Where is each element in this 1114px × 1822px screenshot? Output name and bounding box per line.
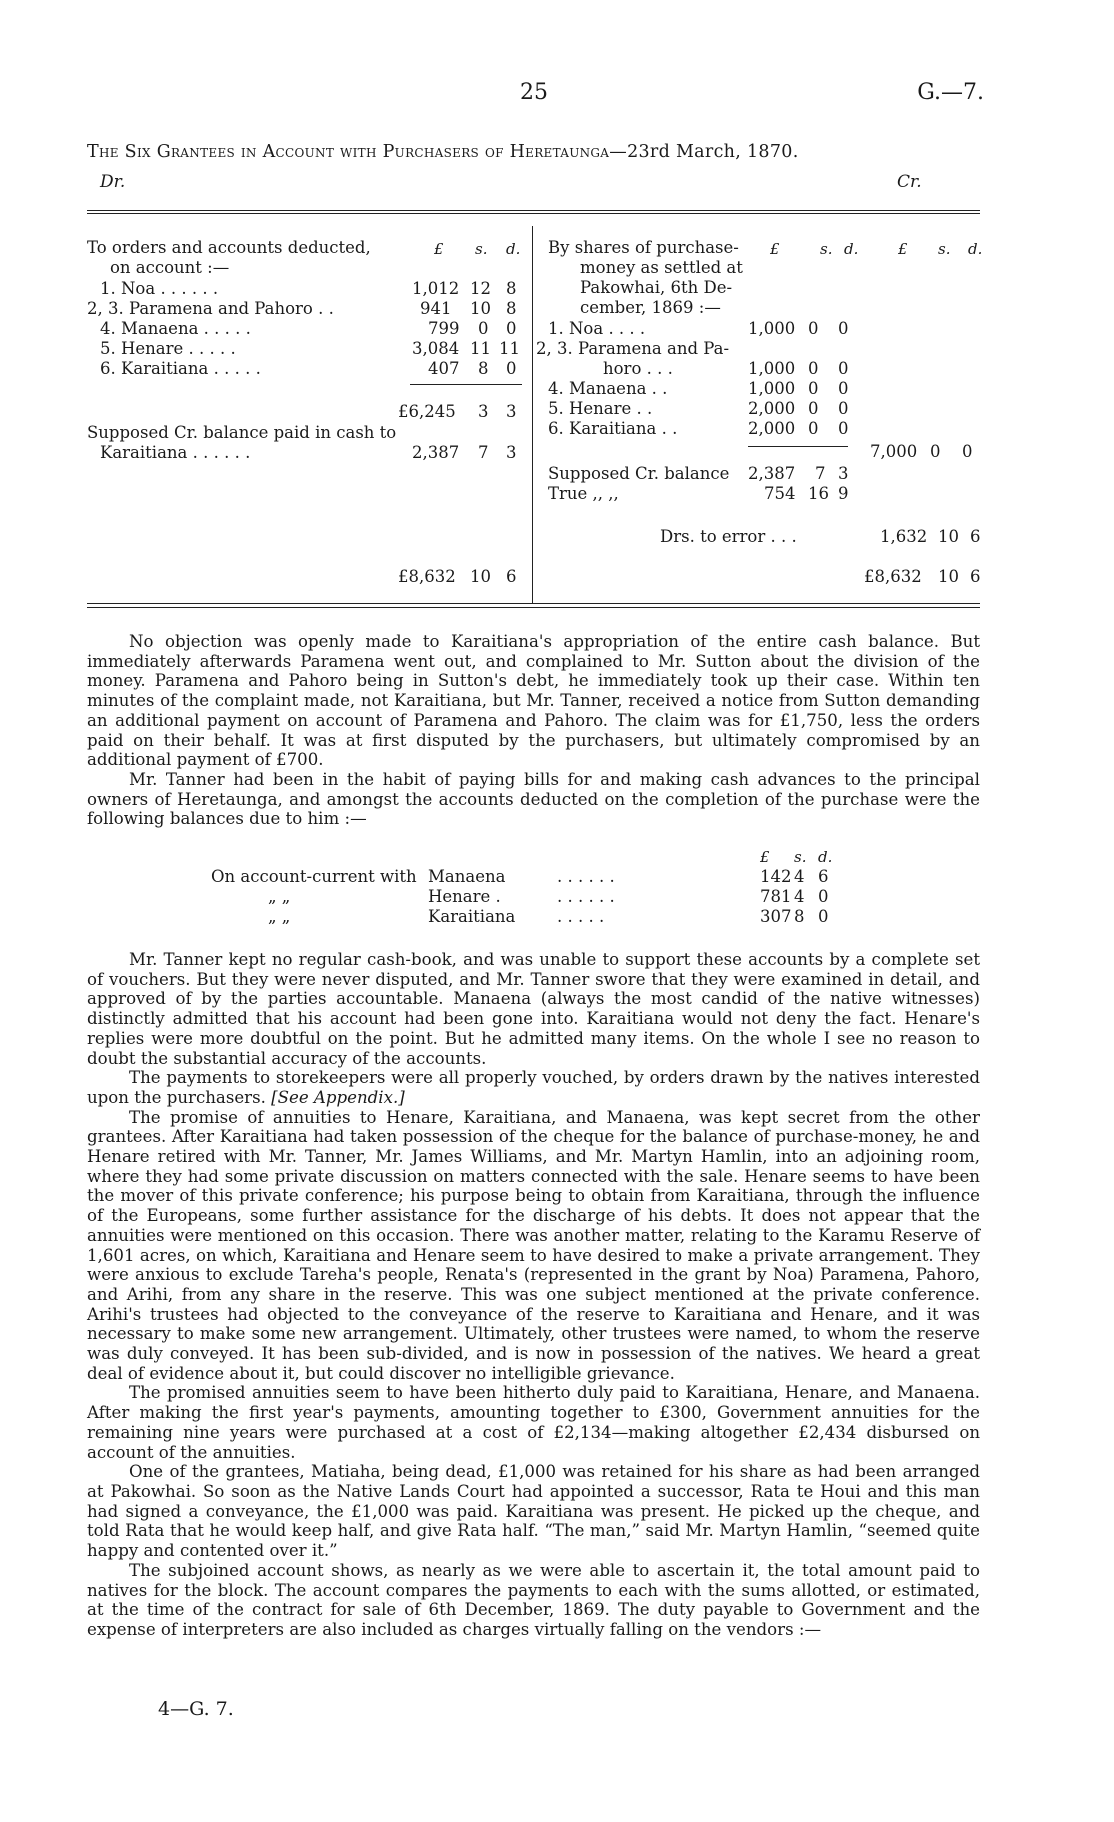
balances-row-pounds: 142 [760, 867, 792, 886]
debit-supposed-line1: Supposed Cr. balance paid in cash to [87, 423, 397, 442]
balances-row-dots: . . . . . . [557, 887, 615, 906]
page-number: 25 [520, 80, 548, 105]
credit-shilling-header: s. [820, 240, 833, 258]
credit-row-pence: 0 [838, 379, 849, 398]
credit-row-shillings: 0 [808, 379, 819, 398]
balances-row-label-b: Henare . [428, 887, 501, 906]
credit-supposed-label: Supposed Cr. balance [548, 464, 730, 483]
credit-total-pence: 6 [970, 567, 981, 586]
document-reference: G.—7. [917, 80, 984, 105]
debit-shilling-header: s. [475, 240, 488, 258]
account-title-date: —23rd March, 1870. [609, 142, 799, 162]
debit-supposed-shillings: 7 [478, 443, 489, 462]
debit-row-shillings: 11 [470, 339, 491, 358]
debit-label: Dr. [100, 172, 126, 192]
printer-signature: 4—G. 7. [158, 1698, 234, 1720]
credit-row-pence: 0 [838, 399, 849, 418]
balances-row-shillings: 4 [794, 887, 805, 906]
credit-true-shillings: 16 [808, 484, 829, 503]
paragraph: One of the grantees, Matiaha, being dead, £1,000 was retained for his share as had been arranged at Pakowhai. So soon as the Native Lands Court had appointed a successor, Rata te Houi and this man had signed a conveyance, the £1,000 was paid. Karaitiana was present. He picked up the cheque, and told Rata that he would keep half, and give Rata half. “The man,” said Mr. Martyn Hamlin, “seemed quite happy and contented over it.” [87, 1462, 980, 1561]
debit-row-pence: 8 [506, 279, 517, 298]
credit-row-pounds: 1,000 [748, 359, 796, 378]
balances-row-label-b: Karaitiana [428, 907, 516, 926]
see-appendix-note: [See Appendix.] [271, 1087, 405, 1107]
debit-row-label: 2, 3. Paramena and Pahoro . . [87, 299, 334, 318]
debit-subtotal-shillings: 3 [478, 402, 489, 421]
balances-row-pence: 0 [818, 887, 829, 906]
credit-pound-header: £ [770, 240, 780, 258]
credit-shares-total-pence: 0 [962, 442, 973, 461]
debit-row-pence: 8 [506, 299, 517, 318]
balances-row-label-b: Manaena [428, 867, 506, 886]
debit-row-label: 6. Karaitiana . . . . . [100, 359, 261, 378]
credit-shilling-header-2: s. [938, 240, 951, 258]
credit-error-pence: 6 [970, 527, 981, 546]
balances-row-shillings: 4 [794, 867, 805, 886]
credit-row-label: 1. Noa . . . . [548, 319, 646, 338]
ledger-top-rule [87, 210, 980, 211]
credit-row-pence: 0 [838, 319, 849, 338]
credit-pence-header: d. [844, 240, 859, 258]
body-text-top [87, 632, 980, 829]
debit-row-pounds: 407 [428, 359, 460, 378]
credit-row-pounds: 1,000 [748, 379, 796, 398]
balances-row-label-a: „ „ [268, 907, 291, 926]
credit-row-pounds: 2,000 [748, 399, 796, 418]
balances-row-pounds: 307 [760, 907, 792, 926]
balances-row-pence: 0 [818, 907, 829, 926]
debit-pound-header: £ [434, 240, 444, 258]
debit-row-shillings: 10 [470, 299, 491, 318]
debit-supposed-pence: 3 [506, 443, 517, 462]
debit-subtotal-pence: 3 [506, 402, 517, 421]
debit-row-pence: 11 [499, 339, 520, 358]
credit-row-pence: 0 [838, 419, 849, 438]
debit-supposed-line2: Karaitiana . . . . . . [100, 443, 251, 462]
account-title [87, 142, 1027, 162]
credit-supposed-pence: 3 [838, 464, 849, 483]
paragraph: Mr. Tanner kept no regular cash-book, and was unable to support these accounts by a complete set of vouchers. But they were never disputed, and Mr. Tanner swore that they were examined in detail, and approved of by the parties accountable. Manaena (always the most candid of the native witnesses) distinctly admitted that his account had been gone into. Karaitiana would not deny the fact. Henare's replies were more doubtful on the point. But he admitted many items. On the whole I see no reason to doubt the substantial accuracy of the accounts. [87, 950, 980, 1068]
debit-total-shillings: 10 [470, 567, 491, 586]
credit-intro-line2: money as settled at [580, 258, 743, 277]
credit-row-shillings: 0 [808, 399, 819, 418]
debit-row-pounds: 3,084 [412, 339, 460, 358]
credit-shares-total-shillings: 0 [930, 442, 941, 461]
balances-row-pence: 6 [818, 867, 829, 886]
debit-intro-line1: To orders and accounts deducted, [87, 238, 371, 257]
debit-total-pounds: £8,632 [398, 567, 456, 586]
credit-error-pounds: 1,632 [880, 527, 928, 546]
credit-row-label: horo . . . [603, 359, 673, 378]
credit-row-shillings: 0 [808, 419, 819, 438]
credit-shares-rule [748, 446, 848, 447]
debit-subtotal-rule [410, 384, 522, 385]
ledger-bottom-rule [87, 603, 980, 604]
debit-row-shillings: 8 [478, 359, 489, 378]
credit-row-shillings: 0 [808, 319, 819, 338]
balances-pence-header: d. [818, 848, 833, 866]
credit-intro-line4: cember, 1869 :— [580, 298, 721, 317]
debit-row-label: 1. Noa . . . . . . [100, 279, 219, 298]
body-text-bottom [87, 950, 980, 1640]
credit-row-pounds: 1,000 [748, 319, 796, 338]
paragraph-with-appendix [87, 1068, 980, 1107]
credit-supposed-pounds: 2,387 [748, 464, 796, 483]
debit-row-pounds: 799 [428, 319, 460, 338]
debit-row-label: 4. Manaena . . . . . [100, 319, 251, 338]
debit-supposed-pounds: 2,387 [412, 443, 460, 462]
credit-error-label: Drs. to error . . . [660, 527, 797, 546]
credit-pound-header-2: £ [898, 240, 908, 258]
credit-intro-line3: Pakowhai, 6th De- [580, 278, 733, 297]
balances-row-shillings: 8 [794, 907, 805, 926]
credit-row-label: 4. Manaena . . [548, 379, 668, 398]
ledger-top-rule-2 [87, 213, 980, 214]
credit-total-pounds: £8,632 [864, 567, 922, 586]
credit-total-shillings: 10 [938, 567, 959, 586]
balances-pound-header: £ [760, 848, 770, 866]
ledger-bottom-rule-2 [87, 607, 980, 608]
credit-label: Cr. [897, 172, 922, 192]
paragraph: The promised annuities seem to have been hitherto duly paid to Karaitiana, Henare, and Manaena. After making the first year's payments, amounting together to £300, Government annuities for the remaining nine years were purchased at a cost of £2,134—making altogether £2,434 disbursed on account of the annuities. [87, 1383, 980, 1462]
credit-error-shillings: 10 [938, 527, 959, 546]
credit-true-label: True ,, ,, [548, 484, 619, 503]
credit-shares-total-pounds: 7,000 [870, 442, 918, 461]
balances-row-label-a: „ „ [268, 887, 291, 906]
debit-pence-header: d. [506, 240, 521, 258]
credit-intro-line1: By shares of purchase- [548, 238, 739, 257]
balances-row-dots: . . . . . [557, 907, 605, 926]
credit-row-label: 2, 3. Paramena and Pa- [536, 339, 730, 358]
debit-row-pounds: 1,012 [412, 279, 460, 298]
debit-row-pence: 0 [506, 359, 517, 378]
ledger-center-rule [532, 226, 533, 604]
credit-row-pence: 0 [838, 359, 849, 378]
debit-row-pence: 0 [506, 319, 517, 338]
credit-true-pounds: 754 [764, 484, 796, 503]
credit-true-pence: 9 [838, 484, 849, 503]
balances-row-pounds: 781 [760, 887, 792, 906]
debit-intro-line2: on account :— [110, 258, 230, 277]
credit-row-label: 6. Karaitiana . . [548, 419, 678, 438]
credit-row-shillings: 0 [808, 359, 819, 378]
debit-row-shillings: 12 [470, 279, 491, 298]
debit-subtotal-pounds: £6,245 [398, 402, 456, 421]
paragraph-text: The payments to storekeepers were all properly vouched, by orders drawn by the natives interested upon the purchasers. [87, 1068, 980, 1107]
paragraph: The subjoined account shows, as nearly as we were able to ascertain it, the total amount paid to natives for the block. The account compares the payments to each with the sums allotted, or estimated, at the time of the contract for sale of 6th December, 1869. The duty payable to Government and the expense of interpreters are also included as charges virtually falling on the vendors :— [87, 1560, 980, 1639]
paragraph: No objection was openly made to Karaitiana's appropriation of the entire cash balance. But immediately afterwards Paramena went out, and complained to Mr. Sutton about the division of the money. Paramena and Pahoro being in Sutton's debt, he immediately took up their case. Within ten minutes of the complaint made, not Karaitiana, but Mr. Tanner, received a notice from Sutton demanding an additional payment on account of Paramena and Pahoro. The claim was for £1,750, less the orders paid on their behalf. It was at first disputed by the purchasers, but ultimately compromised by an additional payment of £700. [87, 632, 980, 770]
debit-row-label: 5. Henare . . . . . [100, 339, 236, 358]
balances-shilling-header: s. [794, 848, 807, 866]
paragraph: The promise of annuities to Henare, Karaitiana, and Manaena, was kept secret from the other grantees. After Karaitiana had taken possession of the cheque for the balance of purchase-money, he and Henare retired with Mr. Tanner, Mr. James Williams, and Mr. Martyn Hamlin, into an adjoining room, where they had some private discussion on matters connected with the sale. Henare seems to have been the mover of this private conference; his purpose being to obtain from Karaitiana, through the influence of the Europeans, some further assistance for the discharge of his debts. It does not appear that the annuities were mentioned on this occasion. There was another matter, relating to the Karamu Reserve of 1,601 acres, on which, Karaitiana and Henare seem to have desired to make a private arrangement. They were anxious to exclude Tareha's people, Renata's (represented in the grant by Noa) Paramena, Pahoro, and Arihi, from any share in the reserve. This was one subject mentioned at the private conference. Arihi's trustees had objected to the conveyance of the reserve to Karaitiana and Henare, and it was necessary to make some new arrangement. Ultimately, other trustees were named, to whom the reserve was duly conveyed. It has been sub-divided, and is now in possession of the natives. We heard a great deal of evidence about it, but could discover no intelligible grievance. [87, 1107, 980, 1383]
paragraph: Mr. Tanner had been in the habit of paying bills for and making cash advances to the principal owners of Heretaunga, and amongst the accounts deducted on the completion of the purchase were the following balances due to him :— [87, 769, 980, 829]
debit-row-pounds: 941 [420, 299, 452, 318]
balances-row-dots: . . . . . . [557, 867, 615, 886]
credit-row-label: 5. Henare . . [548, 399, 653, 418]
account-title-text: The Six Grantees in Account with Purchasers of Heretaunga [87, 142, 610, 162]
debit-row-shillings: 0 [478, 319, 489, 338]
debit-total-pence: 6 [506, 567, 517, 586]
balances-row-label-a: On account-current with [211, 867, 417, 886]
credit-supposed-shillings: 7 [815, 464, 826, 483]
credit-pence-header-2: d. [968, 240, 983, 258]
credit-row-pounds: 2,000 [748, 419, 796, 438]
